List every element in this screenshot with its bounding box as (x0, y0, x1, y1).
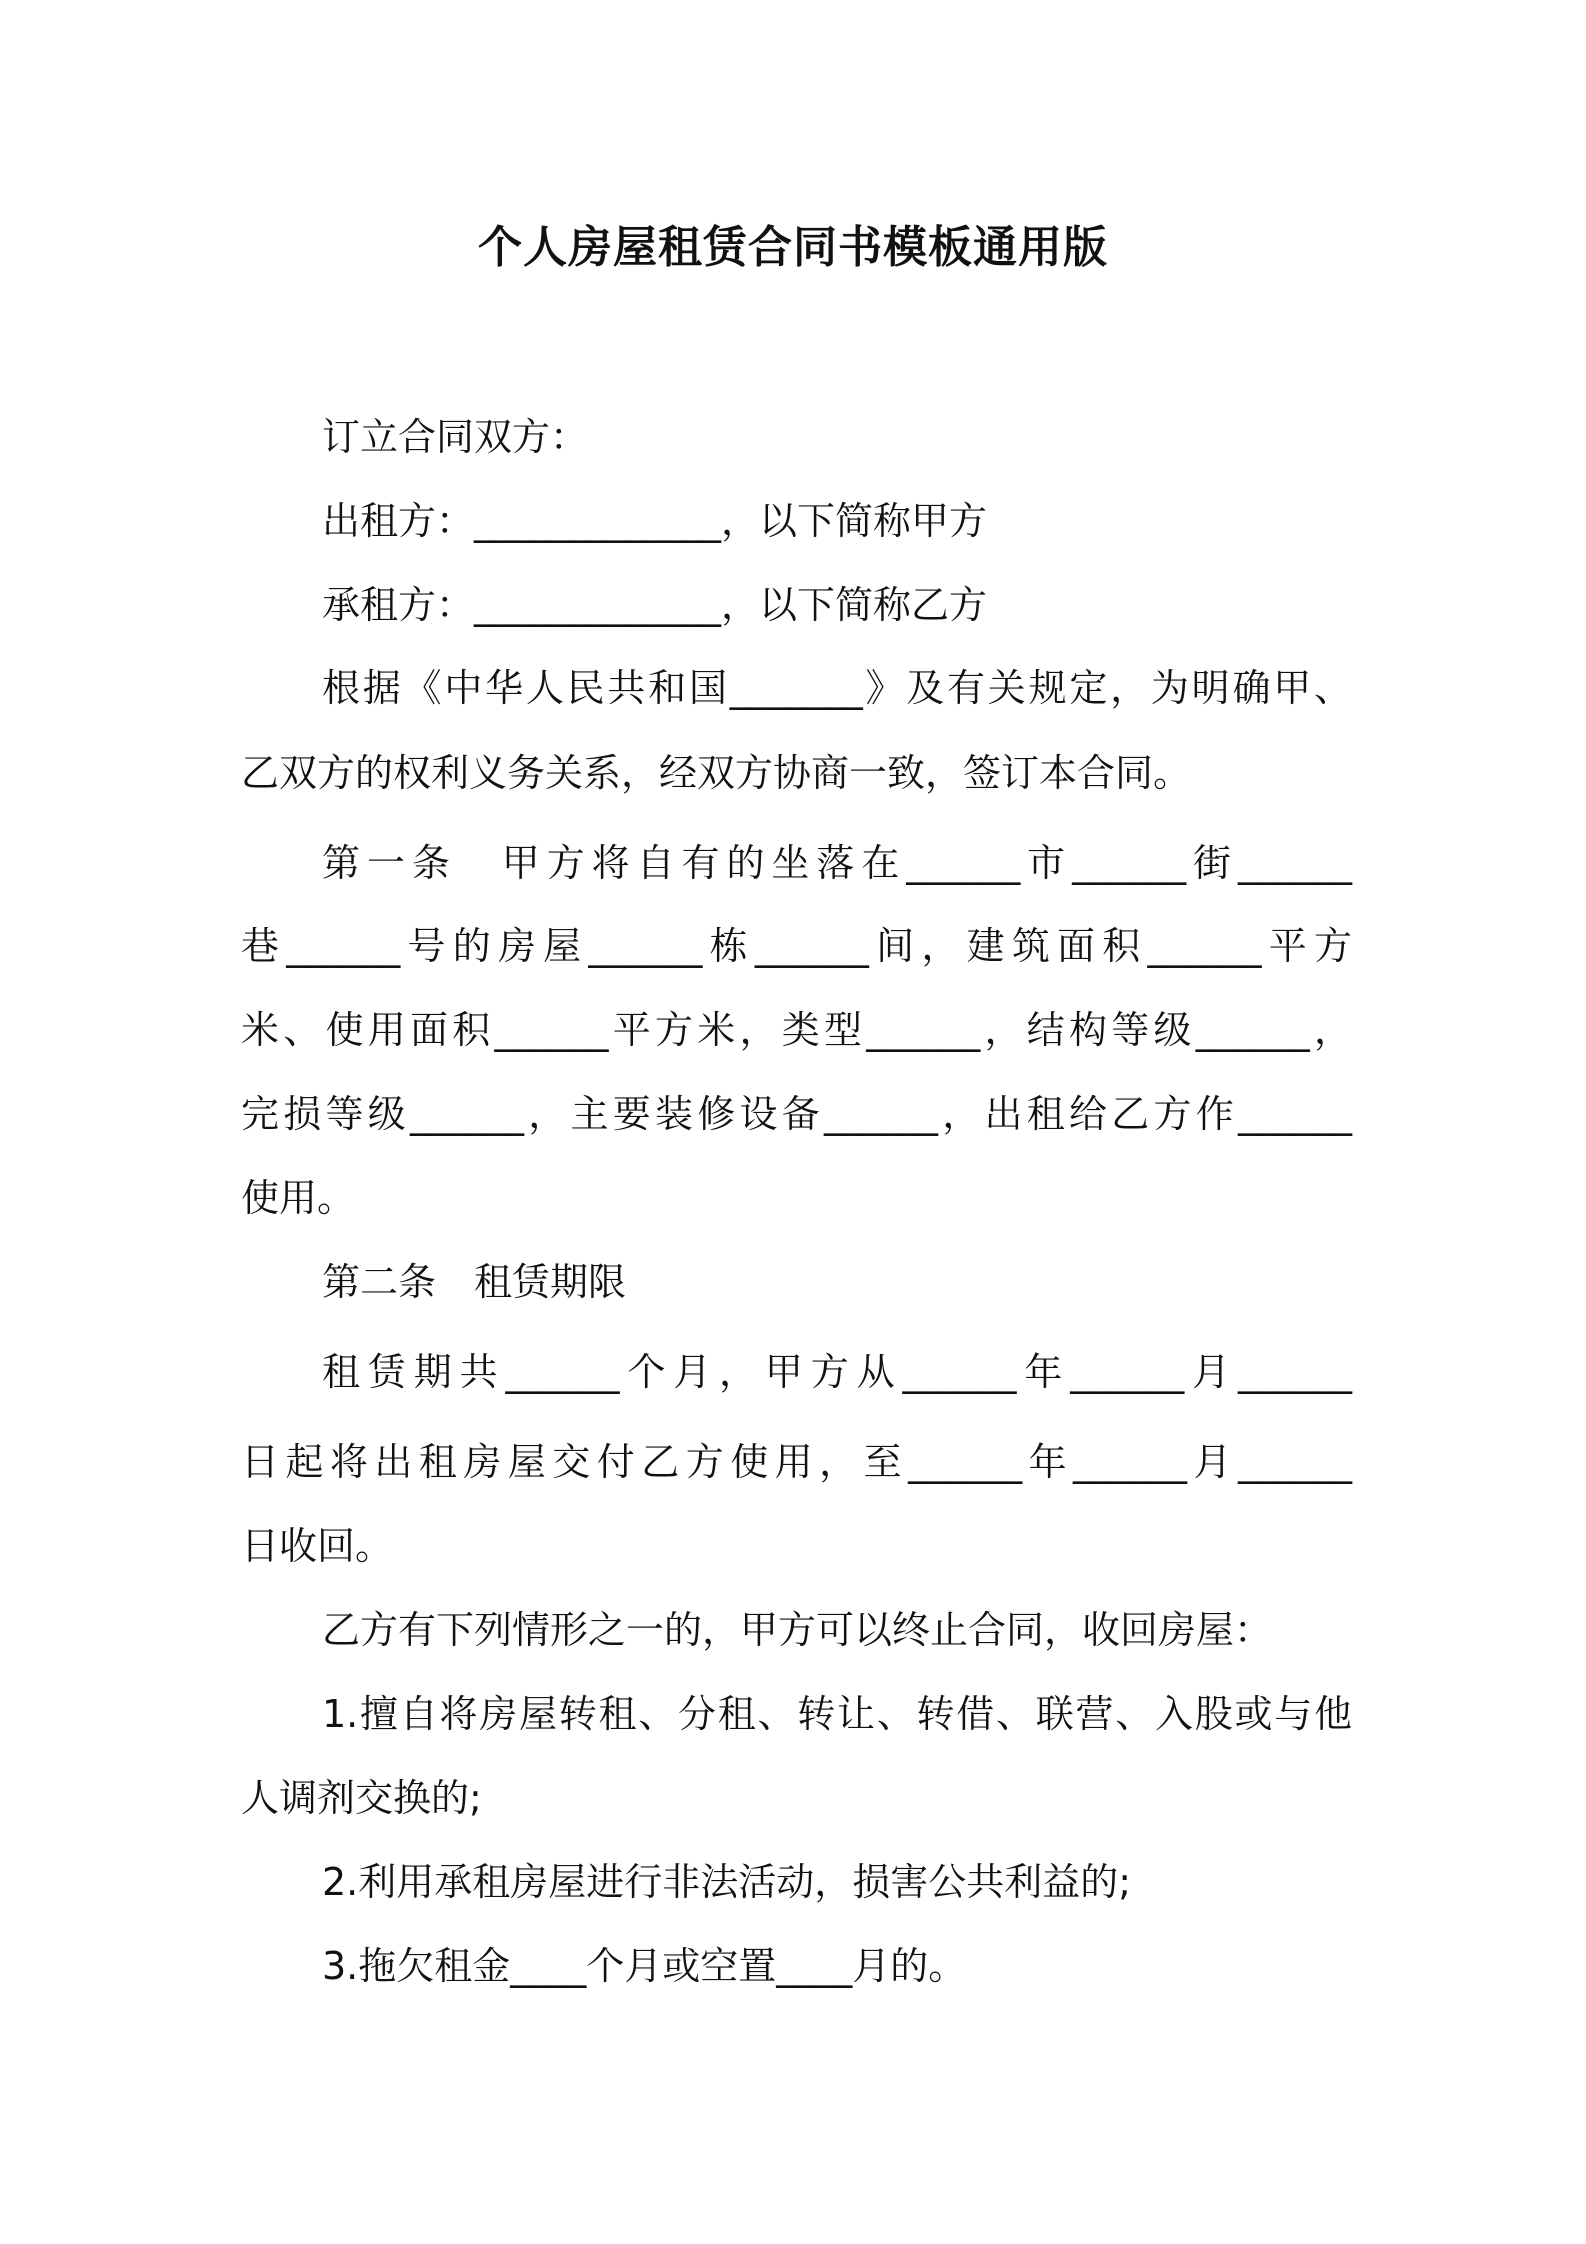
text-line: 日收回。 (241, 1524, 394, 1568)
text-line: 巷______号的房屋______栋______间，建筑面积______平方 (241, 924, 1352, 968)
text-line: 订立合同双方： (322, 415, 589, 459)
text-line: 人调剂交换的; (241, 1776, 482, 1820)
text-line: 出租方：_____________，以下简称甲方 (322, 499, 988, 543)
text-line: 1.擅自将房屋转租、分租、转让、转借、联营、入股或与他 (322, 1692, 1352, 1736)
text-line: 承租方：_____________，以下简称乙方 (322, 583, 988, 627)
text-line: 使用。 (241, 1176, 356, 1220)
text-line: 第一条 甲方将自有的坐落在______市______街______ (322, 841, 1352, 885)
text-line: 3.拖欠租金____个月或空置____月的。 (322, 1944, 967, 1988)
text-line: 乙方有下列情形之一的，甲方可以终止合同，收回房屋： (322, 1608, 1273, 1652)
text-line: 米、使用面积______平方米，类型______，结构等级______， (241, 1008, 1352, 1052)
text-line: 2.利用承租房屋进行非法活动，损害公共利益的; (322, 1860, 1132, 1904)
text-line: 日起将出租房屋交付乙方使用，至______年______月______ (241, 1440, 1352, 1484)
text-line: 租赁期共______个月，甲方从______年______月______ (322, 1350, 1352, 1394)
text-line: 完损等级______，主要装修设备______，出租给乙方作______ (241, 1092, 1352, 1136)
text-line: 第二条 租赁期限 (322, 1260, 627, 1304)
text-line: 乙双方的权利义务关系，经双方协商一致，签订本合同。 (241, 751, 1192, 795)
document-title: 个人房屋租赁合同书模板通用版 (478, 222, 1108, 273)
text-line: 根据《中华人民共和国_______》及有关规定，为明确甲、 (322, 666, 1352, 710)
